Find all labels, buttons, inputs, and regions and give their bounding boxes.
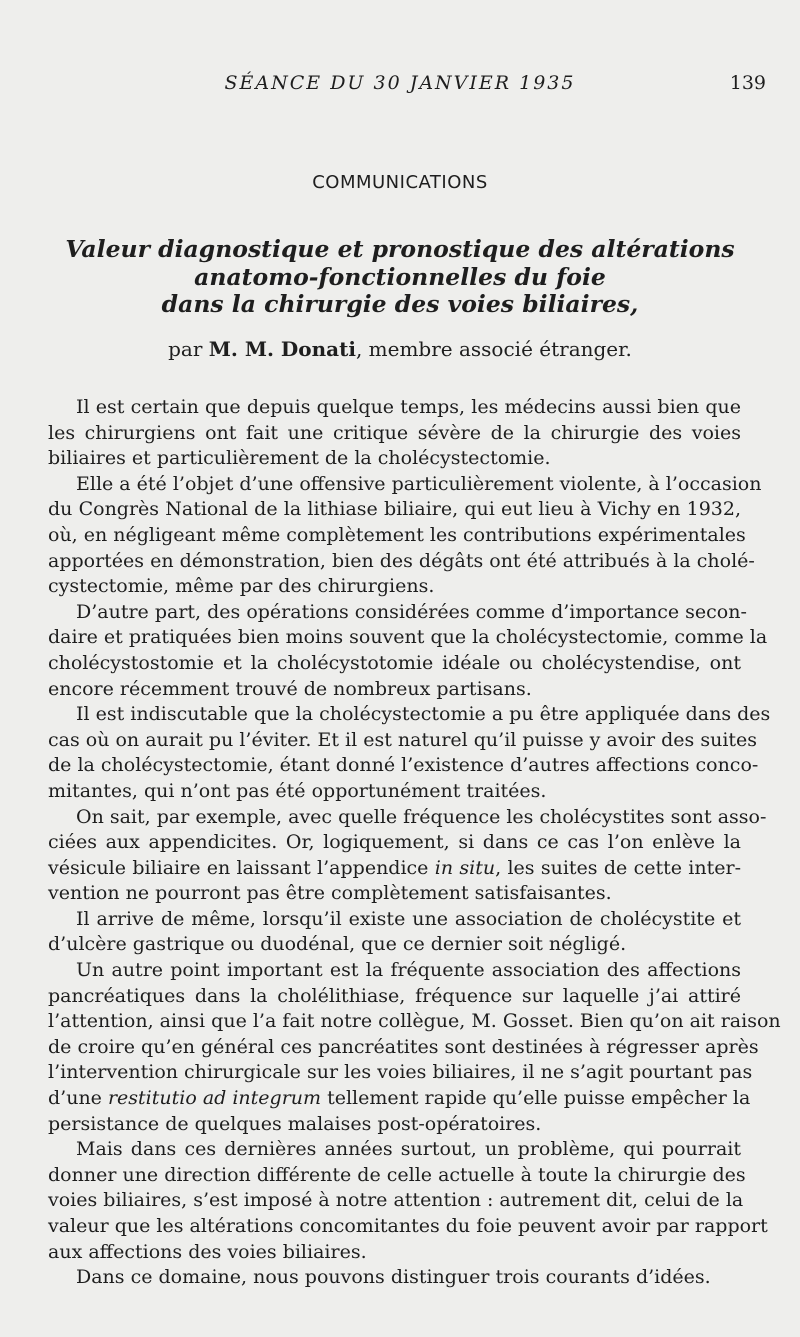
article-title-line: Valeur diagnostique et pronostique des altérations [65,235,735,263]
article-body [48,395,781,1291]
text-line: de la cholécystectomie, étant donné l’existence d’autres affections conco- [48,754,759,777]
byline-suffix: , membre associé étranger. [355,337,632,361]
text-line: Il est indiscutable que la cholécystectomie a pu être appliquée dans des [76,703,771,726]
byline [0,337,800,361]
text-line: cystectomie, même par des chirurgiens. [48,575,435,598]
text-line: l’intervention chirurgicale sur les voies biliaires, il ne s’agit pourtant pas [48,1061,753,1084]
text-line: les chirurgiens ont fait une critique sévère de la chirurgie des voies [48,421,741,444]
text-line: Il arrive de même, lorsqu’il existe une association de cholécystite et [76,907,741,930]
section-heading: COMMUNICATIONS [312,172,488,193]
paragraph [48,805,767,907]
text-line: Mais dans ces dernières années surtout, un problème, qui pourrait [76,1138,741,1161]
text-line: aux affections des voies biliaires. [48,1240,367,1263]
paragraph [48,395,741,472]
article-title-line: anatomo-fonctionnelles du foie [194,262,606,291]
article-title [60,236,740,319]
text-line: donner une direction différente de celle actuelle à toute la chirurgie des [48,1163,746,1186]
author-name: M. M. Donati [208,337,356,361]
text-line: ciées aux appendicites. Or, logiquement, si dans ce cas l’on enlève la [48,831,741,854]
text-line: mitantes, qui n’ont pas été opportunément traitées. [48,779,547,802]
text-line: apportées en démonstration, bien des dégâts ont été attribués à la cholé- [48,549,755,572]
text-line: cas où on aurait pu l’éviter. Et il est naturel qu’il puisse y avoir des suites [48,728,758,751]
text-line: pancréatiques dans la cholélithiase, fréquence sur laquelle j’ai attiré [48,984,741,1007]
paragraph [48,1137,768,1265]
text-line: vésicule biliaire en laissant l’appendice in situ, les suites de cette inter- [48,856,741,879]
text-line: Il est certain que depuis quelque temps, les médecins aussi bien que [76,396,741,418]
text-line: Elle a été l’objet d’une offensive particulièrement violente, à l’occasion [76,472,762,495]
running-head [0,72,800,98]
running-head-title: SÉANCE DU 30 JANVIER 1935 [224,72,576,94]
text-line: cholécystostomie et la cholécystotomie idéale ou cholécystendise, ont [48,651,741,674]
italic-phrase: in situ [434,856,496,879]
paragraph [48,958,781,1137]
paragraph [48,702,771,804]
byline-prefix: par [168,337,209,361]
text-line: l’attention, ainsi que l’a fait notre collègue, M. Gosset. Bien qu’on ait raison [48,1010,781,1033]
text-line: persistance de quelques malaises post-opératoires. [48,1112,542,1135]
text-line: daire et pratiquées bien moins souvent que la cholécystectomie, comme la [48,626,768,649]
text-line: Un autre point important est la fréquente association des affections [76,959,741,982]
text-line: d’une restitutio ad integrum tellement rapide qu’elle puisse empêcher la [48,1087,751,1110]
text-line: On sait, par exemple, avec quelle fréquence les cholécystites sont asso- [76,805,767,828]
text-line: du Congrès National de la lithiase biliaire, qui eut lieu à Vichy en 1932, [48,498,741,521]
page-number: 139 [729,72,766,94]
text-line: de croire qu’en général ces pancréatites sont destinées à régresser après [48,1035,759,1058]
text-line: d’ulcère gastrique ou duodénal, que ce dernier soit négligé. [48,933,627,956]
text-line: Dans ce domaine, nous pouvons distinguer trois courants d’idées. [76,1266,711,1289]
italic-phrase: restitutio ad integrum [107,1087,322,1110]
paragraph [48,907,741,958]
paragraph [48,1265,741,1291]
text-line: voies biliaires, s’est imposé à notre attention : autrement dit, celui de la [48,1189,744,1212]
text-line: où, en négligeant même complètement les contributions expérimentales [48,523,746,546]
article-title-line: dans la chirurgie des voies biliaires, [161,290,639,318]
text-line: encore récemment trouvé de nombreux partisans. [48,677,532,700]
paragraph [48,472,762,600]
paragraph [48,600,768,702]
text-line: vention ne pourront pas être complètement satisfaisantes. [48,882,612,905]
text-line: valeur que les altérations concomitantes du foie peuvent avoir par rapport [48,1215,768,1237]
text-line: biliaires et particulièrement de la cholécystectomie. [48,447,551,470]
text-line: D’autre part, des opérations considérées comme d’importance secon- [76,600,747,623]
